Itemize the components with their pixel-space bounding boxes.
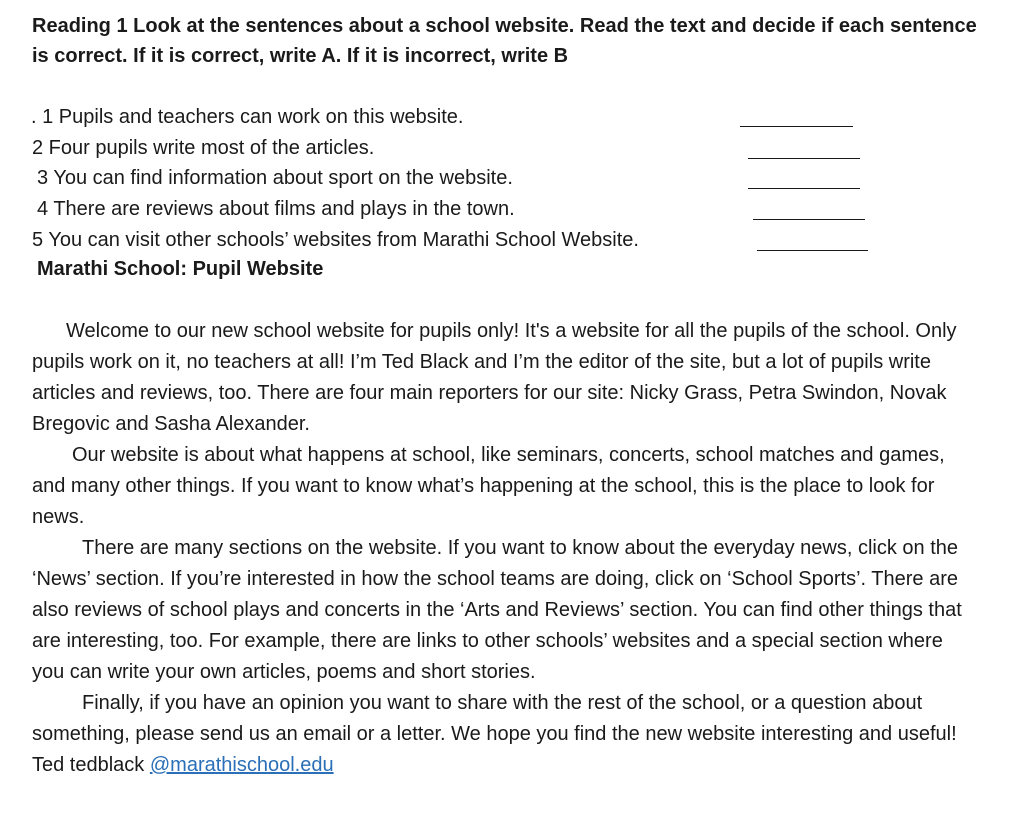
question-1: . 1 Pupils and teachers can work on this website. [31,106,464,128]
email-link[interactable]: @marathischool.edu [149,754,334,776]
paragraph-3: There are many sections on the website. If you want to know about the everyday news, click on the ‘News’ section. If you’re interested in how the school teams are doing, click on ‘School Sports’. There are also reviews of school plays and concerts in the ‘Arts and Reviews’ section. You can find other things that are interesting, too. For example, there are links to other schools’ websites and a special section where you can write your own articles, poems and short stories. [32,537,962,683]
paragraph-1: Welcome to our new school website for pupils only! It's a website for all the pupils of the school. Only pupils work on it, no teachers at all! I’m Ted Black and I’m the editor of the site, but a lot of pupils write articles and reviews, too. There are four main reporters for our site: Nicky Grass, Petra Swindon, Novak Bregovic and Sasha Alexander. [32,320,957,435]
text-title: Marathi School: Pupil Website [37,258,324,280]
paragraph-4 [32,688,962,781]
question-5: 5 You can visit other schools’ websites from Marathi School Website. [32,229,639,251]
answer-blank-3[interactable] [748,188,860,189]
question-3: 3 You can find information about sport on the website. [37,167,513,189]
task-instructions: Reading 1 Look at the sentences about a school website. Read the text and decide if each sentence is correct. If it is correct, write A. If it is incorrect, write B [32,15,977,67]
question-2: 2 Four pupils write most of the articles. [32,137,375,159]
answer-blank-2[interactable] [748,158,860,159]
answer-blank-4[interactable] [753,219,865,220]
question-4: 4 There are reviews about films and plays in the town. [37,198,515,220]
paragraph-2: Our website is about what happens at school, like seminars, concerts, school matches and games, and many other things. If you want to know what’s happening at the school, this is the place to look for news. [32,444,945,528]
answer-blank-5[interactable] [757,250,868,251]
paragraph-4-text: Finally, if you have an opinion you want to share with the rest of the school, or a question about something, please send us an email or a letter. We hope you find the new website interesting and useful! Ted tedblack [32,692,957,776]
answer-blank-1[interactable] [740,126,853,127]
reading-passage [32,316,962,781]
